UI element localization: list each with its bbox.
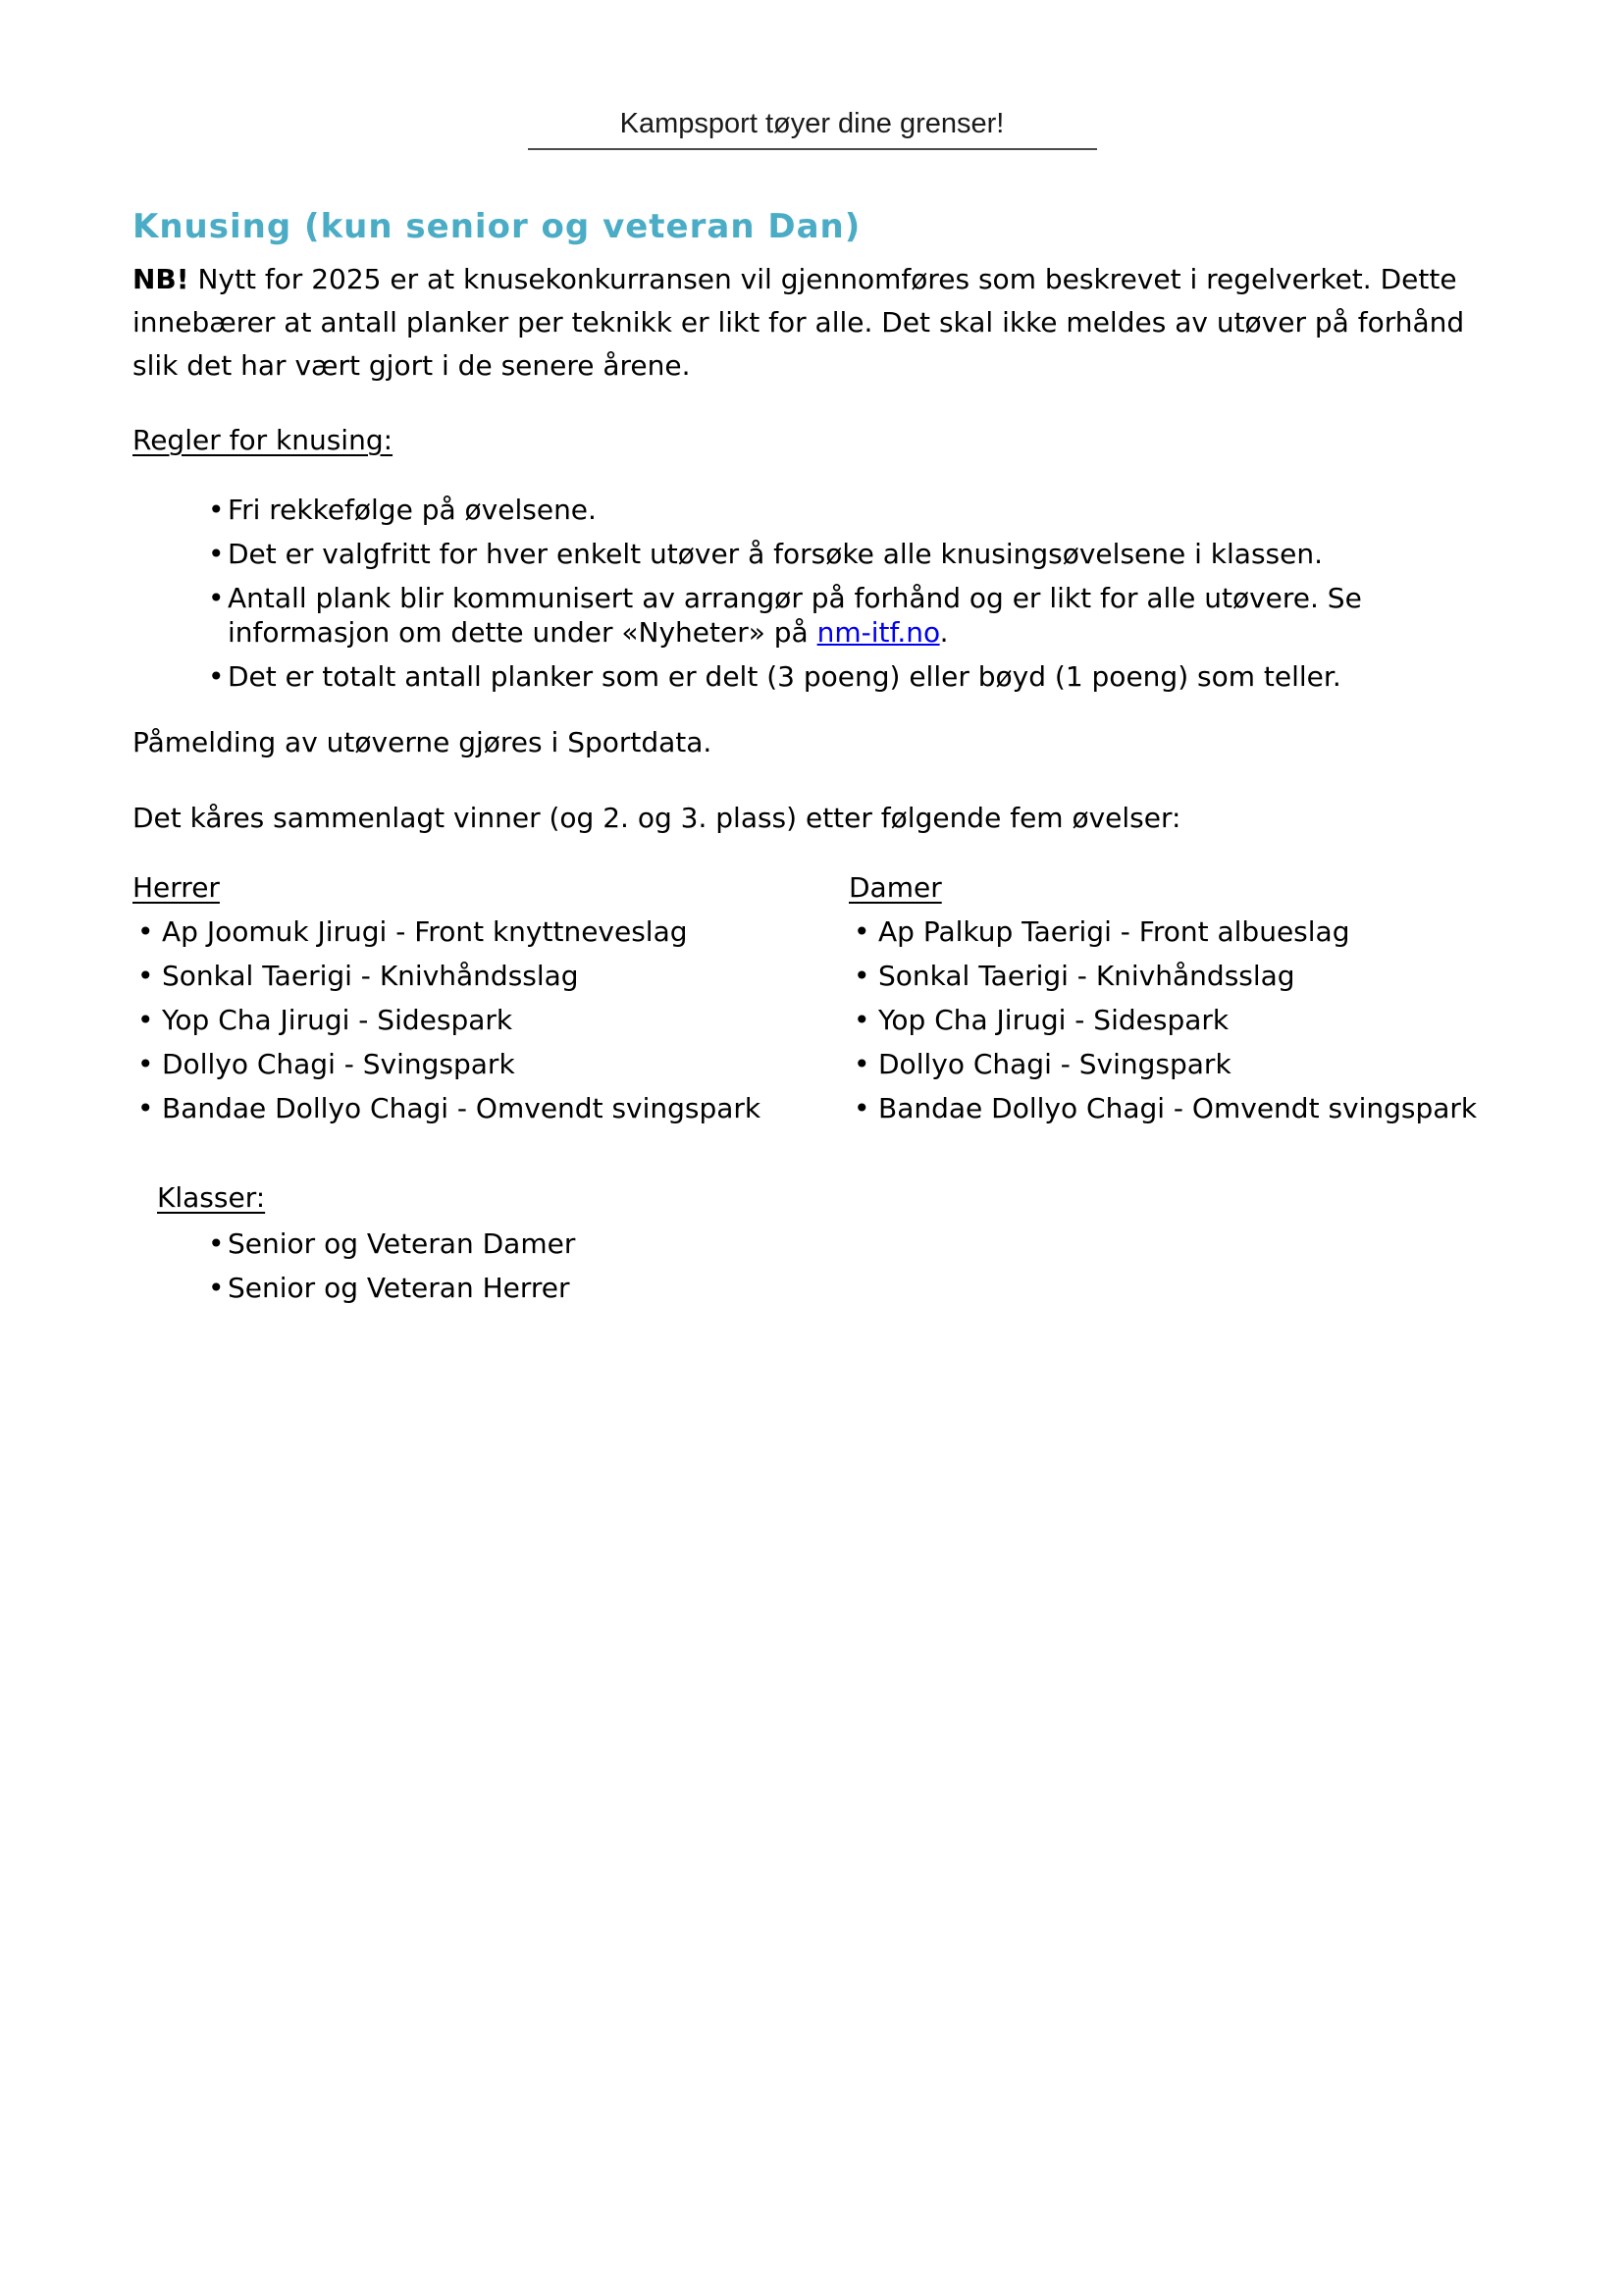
intro-line-1 [132,258,1624,301]
exercise-item [854,1047,1565,1081]
rule-item-2 [208,537,1624,571]
class-item-text: Senior og Veteran Damer [228,1227,576,1260]
exercise-item-text: Bandae Dollyo Chagi - Omvendt svingspark [162,1092,761,1124]
rule-item-3-line-2-text: informasjon om dette under «Nyheter» på [228,616,817,649]
men-column [132,870,849,1135]
rules-list [208,493,1624,694]
class-item [208,1226,1624,1261]
exercise-item [137,1091,849,1125]
rule-item-4 [208,659,1624,694]
rule-item-3 [208,581,1624,650]
women-heading: Damer [849,871,942,904]
rule-item-3-line-2 [228,615,1624,650]
rule-item-3-line-1: • Antall plank blir kommunisert av arrangør på forhånd og er likt for alle utøvere. Se [228,582,1362,614]
women-column [849,870,1565,1135]
nm-itf-link[interactable]: nm-itf.no [816,616,940,649]
intro-line-3: slik det har vært gjort i de senere årene. [132,349,691,382]
exercise-item [137,1047,849,1081]
exercise-item [854,1003,1565,1037]
exercise-item-text: Bandae Dollyo Chagi - Omvendt svingspark [878,1092,1478,1124]
exercise-item-text: Ap Joomuk Jirugi - Front knyttneveslag [162,915,688,948]
exercise-item [854,959,1565,993]
women-exercise-list [854,914,1565,1125]
rule-item-2-text: Det er valgfritt for hver enkelt utøver å forsøke alle knusingsøvelsene i klassen. [228,538,1324,570]
exercise-item-text: Yop Cha Jirugi - Sidespark [878,1004,1230,1036]
exercise-item-text: Dollyo Chagi - Svingspark [878,1048,1231,1080]
rule-item-3-line-2-suffix: . [939,616,949,649]
exercise-item [137,914,849,949]
intro-line-1-text: Nytt for 2025 er at knusekonkurransen vil gjennomføres som beskrevet i regelverket. Dette [188,263,1457,295]
men-exercise-list [137,914,849,1125]
page-header [0,0,1624,150]
exercise-item-text: Sonkal Taerigi - Knivhåndsslag [878,960,1295,992]
exercise-columns [132,870,1624,1135]
classes-list [208,1226,1624,1305]
men-heading: Herrer [132,871,220,904]
intro-line-2: innebærer at antall planker per teknikk er likt for alle. Det skal ikke meldes av utøver på forhånd [132,306,1465,339]
exercise-item [137,1003,849,1037]
rules-heading: Regler for knusing: [132,424,393,456]
registration-text: Påmelding av utøverne gjøres i Sportdata. [132,726,712,758]
class-item-text: Senior og Veteran Herrer [228,1272,570,1304]
nb-label: NB! [132,263,189,295]
exercise-item-text: Ap Palkup Taerigi - Front albueslag [878,915,1350,948]
exercise-item-text: Yop Cha Jirugi - Sidespark [162,1004,513,1036]
exercises-intro: Det kåres sammenlagt vinner (og 2. og 3. plass) etter følgende fem øvelser: [132,802,1181,834]
header-slogan: Kampsport tøyer dine grenser! [619,108,1005,139]
rule-item-1-text: Fri rekkefølge på øvelsene. [228,494,597,526]
class-item [208,1271,1624,1305]
exercise-item [137,959,849,993]
exercise-item [854,914,1565,949]
exercise-item-text: Sonkal Taerigi - Knivhåndsslag [162,960,579,992]
rule-item-4-text: Det er totalt antall planker som er delt (3 poeng) eller bøyd (1 poeng) som teller. [228,660,1341,693]
exercise-item-text: Dollyo Chagi - Svingspark [162,1048,515,1080]
intro-paragraph [132,258,1624,388]
page-title: Knusing (kun senior og veteran Dan) [132,207,862,246]
rule-item-1 [208,493,1624,527]
header-divider [528,148,1097,150]
exercise-item [854,1091,1565,1125]
classes-heading: Klasser: [157,1181,266,1214]
